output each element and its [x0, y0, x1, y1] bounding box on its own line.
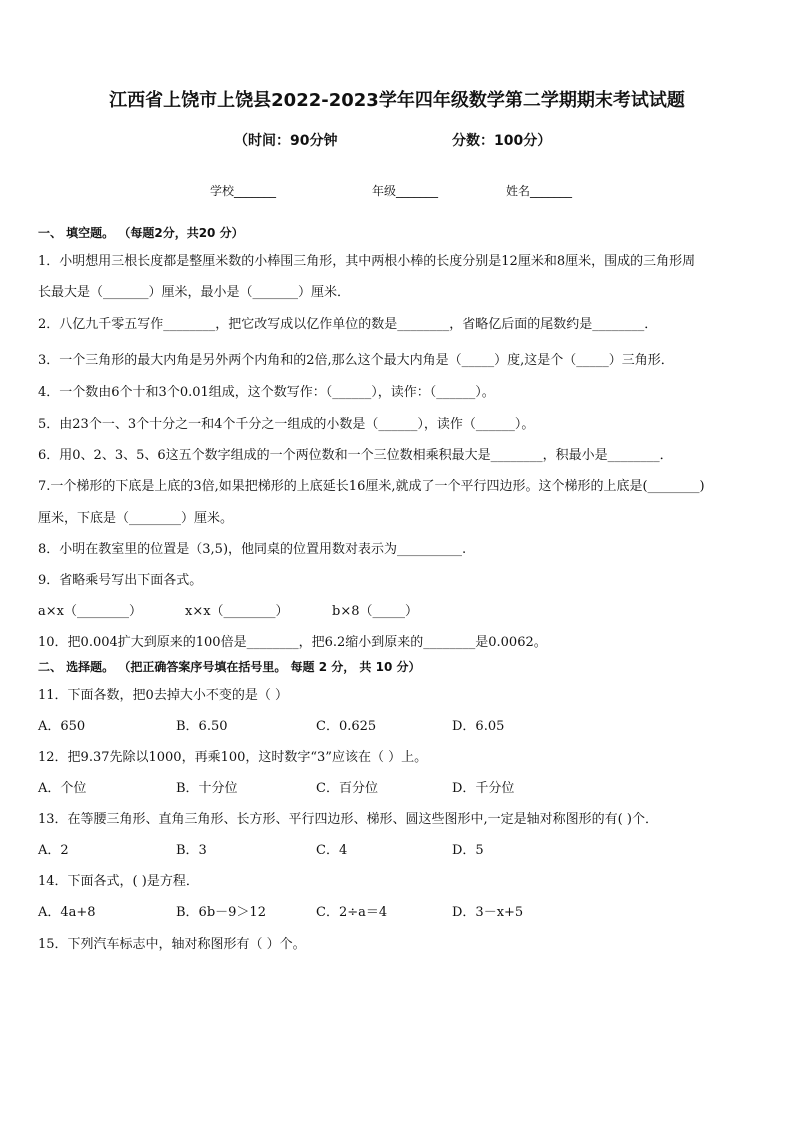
question-14-option-b: B．6b－9＞12 [176, 905, 266, 920]
question-4: 4．一个数由6个十和3个0.01组成，这个数写作：（______），读作：（______）。 [38, 385, 495, 400]
question-9-item-b: x×x（________） [185, 604, 289, 619]
school-field: 学校_______ [210, 184, 277, 198]
exam-title: 江西省上饶市上饶县2022-2023学年四年级数学第二学期期末考试试题 [109, 90, 685, 111]
question-5: 5．由23个一、3个十分之一和4个千分之一组成的小数是（______），读作（______）。 [38, 417, 535, 432]
question-15: 15．下列汽车标志中，轴对称图形有（ ）个。 [38, 937, 306, 952]
question-8: 8．小明在教室里的位置是（3,5)，他同桌的位置用数对表示为__________. [38, 542, 467, 557]
question-12-option-d: D．千分位 [452, 781, 515, 796]
question-13-option-d: D．5 [452, 843, 484, 858]
question-7-line-2: 厘米，下底是（________）厘米。 [38, 511, 234, 526]
question-14-option-d: D．3－x+5 [452, 905, 524, 920]
question-14-option-a: A．4a+8 [38, 905, 96, 920]
question-13-option-a: A．2 [38, 843, 69, 858]
question-11-option-d: D．6.05 [452, 719, 505, 734]
question-12-option-c: C．百分位 [316, 781, 378, 796]
question-11-option-a: A．650 [38, 719, 86, 734]
question-13: 13．在等腰三角形、直角三角形、长方形、平行四边形、梯形、圆这些图形中,一定是轴对称图形的有( )个． [38, 812, 658, 827]
question-13-option-b: B．3 [176, 843, 207, 858]
exam-score: 分数：100分） [452, 133, 552, 149]
section-2-title: 二、 选择题。 （把正确答案序号填在括号里。 每题 2 分， 共 10 分） [38, 660, 421, 674]
exam-time: （时间：90分钟 [234, 133, 338, 149]
question-11-option-b: B．6.50 [176, 719, 228, 734]
question-1-line-1: 1．小明想用三根长度都是整厘米数的小棒围三角形，其中两根小棒的长度分别是12厘米和8厘米，围成的三角形周 [38, 254, 696, 269]
section-1-title: 一、 填空题。 （每题2分，共20 分） [38, 226, 244, 240]
question-2: 2．八亿九千零五写作________，把它改写成以亿作单位的数是________，省略亿后面的尾数约是________． [38, 317, 658, 332]
question-3: 3．一个三角形的最大内角是另外两个内角和的2倍,那么这个最大内角是（_____）度,这是个（_____）三角形． [38, 353, 674, 368]
question-10: 10．把0.004扩大到原来的100倍是________，把6.2缩小到原来的________是0.0062。 [38, 635, 547, 650]
grade-field: 年级_______ [372, 184, 439, 198]
question-11: 11．下面各数，把0去掉大小不变的是（ ） [38, 688, 288, 703]
question-9-item-c: b×8（_____） [332, 604, 418, 619]
question-12-option-a: A．个位 [38, 781, 87, 796]
question-12-option-b: B．十分位 [176, 781, 238, 796]
question-12: 12．把9.37先除以1000，再乘100，这时数字“3”应该在（ ）上。 [38, 750, 428, 765]
name-field: 姓名_______ [506, 184, 573, 198]
question-9: 9．省略乘号写出下面各式。 [38, 573, 203, 588]
question-9-item-a: a×x（________） [38, 604, 142, 619]
question-11-option-c: C．0.625 [316, 719, 377, 734]
question-1-line-2: 长最大是（_______）厘米，最小是（_______）厘米． [38, 285, 351, 300]
question-13-option-c: C．4 [316, 843, 348, 858]
question-7-line-1: 7.一个梯形的下底是上底的3倍,如果把梯形的上底延长16厘米,就成了一个平行四边形。这个梯形的上底是(________) [38, 479, 705, 494]
question-14-option-c: C．2÷a＝4 [316, 905, 388, 920]
question-6: 6．用0、2、3、5、6这五个数字组成的一个两位数和一个三位数相乘积最大是________，积最小是________． [38, 448, 673, 463]
question-14: 14．下面各式，( )是方程． [38, 874, 199, 889]
